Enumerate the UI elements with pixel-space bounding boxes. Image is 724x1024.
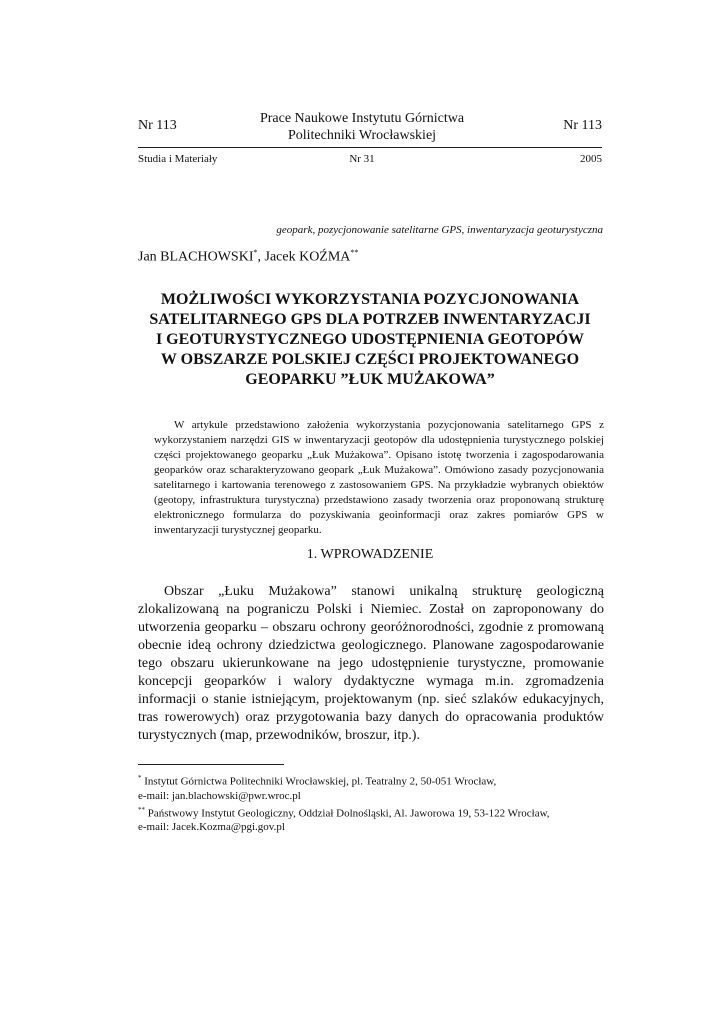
author-1-footnote-mark: *	[253, 248, 258, 257]
title-line: MOŻLIWOŚCI WYKORZYSTANIA POZYCJONOWANIA	[160, 291, 580, 308]
publication-year: 2005	[580, 153, 602, 165]
footnote-1-email: e-mail: jan.blachowski@pwr.wroc.pl	[138, 789, 301, 802]
title-line: W OBSZARZE POLSKIEJ CZĘŚCI PROJEKTOWANEGO	[160, 351, 580, 368]
journal-title-line1: Prace Naukowe Instytutu Górnictwa	[259, 111, 465, 126]
author-separator: ,	[257, 249, 265, 265]
author-2-footnote-mark: **	[350, 248, 359, 257]
footnote-1-affiliation: Instytut Górnictwa Politechniki Wrocławskiej, pl. Teatralny 2, 50-051 Wrocław,	[141, 775, 497, 788]
title-line: I GEOTURYSTYCZNEGO UDOSTĘPNIENIA GEOTOPÓW	[155, 331, 585, 348]
footnote-divider	[138, 764, 284, 765]
abstract: W artykule przedstawiono założenia wykorzystania pozycjonowania satelitarnego GPS z wykorzystaniem narzędzi GIS w inwentaryzacji geotopów dla udostępnienia turystycznego polskiej części projektowanego geoparku „Łuk Mużakowa”. Opisano istotę tworzenia i zagospodarowania geoparków oraz scharakteryzowano geopark „Łuk Mużakowa”. Omówiono zasady pozycjonowania satelitarnego i kartowania terenowego z zastosowaniem GPS. Na przykładzie wybranych obiektów (geotopy, infrastruktura turystyczna) przedstawiono zasady tworzenia oraz proponowaną strukturę elektronicznego formularza do pozyskiwania geoinformacji oraz zakres pomiarów GPS w inwentaryzacji turystycznej geoparku.	[154, 419, 604, 536]
journal-title-line2: Politechniki Wrocławskiej	[287, 128, 437, 143]
title-line: SATELITARNEGO GPS DLA POTRZEB INWENTARYZACJI	[149, 311, 591, 328]
paper-title	[138, 290, 602, 390]
series-label: Studia i Materiały	[138, 153, 218, 165]
section-heading: 1. WPROWADZENIE	[306, 547, 434, 562]
footnote-2	[138, 803, 608, 821]
header-divider	[138, 147, 602, 148]
body-paragraph: Obszar „Łuku Mużakowa” stanowi unikalną strukturę geologiczną zlokalizowaną na pograniczu Polski i Niemiec. Został on zaproponowany do utworzenia geoparku – obszaru ochrony georóżnorodności, zgodnie z promowaną obecnie ideą ochrony dziedzictwa geologicznego. Planowane zagospodarowanie tego obszaru ukierunkowane na jego udostępnienie turystyczne, promowanie koncepcji geoparków i walory dydaktyczne wymaga m.in. zgromadzenia informacji o stanie istniejącym, projektowanym (np. sieć szlaków edukacyjnych, tras rowerowych) oraz przygotowania bazy danych do opracowania produktów turystycznych (map, przewodników, broszur, itp.).	[138, 584, 604, 743]
footnotes	[138, 771, 608, 834]
author-2: Jacek KOŹMA	[264, 249, 351, 265]
header-number-right: Nr 113	[563, 118, 602, 133]
footnote-2-email: e-mail: Jacek.Kozma@pgi.gov.pl	[138, 821, 285, 834]
authors	[138, 248, 358, 266]
footnote-2-affiliation: Państwowy Instytut Geologiczny, Oddział Dolnośląski, Al. Jaworowa 19, 53-122 Wrocław,	[145, 807, 550, 820]
author-1: Jan BLACHOWSKI	[138, 249, 254, 265]
title-line: GEOPARKU ”ŁUK MUŻAKOWA”	[245, 371, 495, 388]
footnote-1	[138, 771, 608, 789]
footnote-2-mark: **	[138, 805, 145, 814]
journal-title	[0, 110, 724, 144]
issue-number: Nr 31	[349, 153, 375, 165]
header-number-left: Nr 113	[138, 118, 177, 133]
keywords: geopark, pozycjonowanie satelitarne GPS, inwentaryzacja geoturystyczna	[276, 224, 603, 236]
footnote-1-mark: *	[138, 774, 142, 782]
